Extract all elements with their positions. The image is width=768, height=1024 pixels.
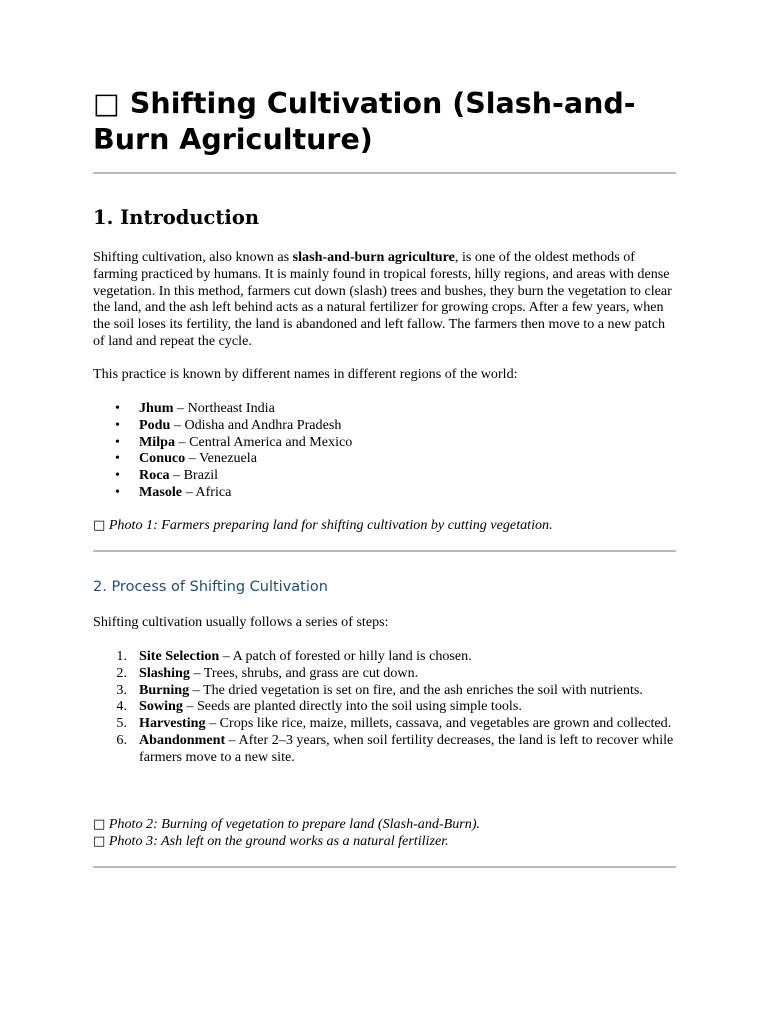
list-item	[93, 648, 676, 665]
photo-2-caption-text: Photo 2: Burning of vegetation to prepare land (Slash-and-Burn).	[108, 816, 481, 832]
list-item	[93, 682, 676, 699]
bullet-marker: •	[115, 400, 120, 416]
list-item	[93, 732, 676, 766]
intro-paragraph	[93, 249, 676, 350]
name-term: Milpa	[139, 433, 176, 450]
list-item	[93, 434, 676, 451]
photo-3-caption	[93, 833, 676, 851]
step-term: Burning	[139, 681, 190, 698]
step-separator: –	[189, 664, 204, 681]
regional-names-list	[93, 400, 676, 501]
name-region: Africa	[195, 483, 232, 500]
step-description: The dried vegetation is set on fire, and the ash enriches the soil with nutrients.	[202, 681, 643, 698]
step-separator: –	[225, 731, 239, 748]
list-item	[93, 467, 676, 484]
photo-placeholder-icon: □	[93, 834, 106, 849]
name-region: Venezuela	[199, 450, 257, 467]
intro-p1-before: Shifting cultivation, also known as	[93, 249, 293, 265]
photo-1-caption-text: Photo 1: Farmers preparing land for shifting cultivation by cutting vegetation.	[108, 517, 553, 533]
step-number: 6.	[116, 731, 127, 748]
process-heading: 2. Process of Shifting Cultivation	[93, 579, 328, 595]
step-description: Crops like rice, maize, millets, cassava, and vegetables are grown and collected.	[219, 715, 672, 732]
intro-p1-after: , is one of the oldest methods of farming practiced by humans. It is mainly found in tropical forests, hilly regions, and areas with dense vegetation. In this method, farmers cut down (slash) trees and bushes, they burn the vegetation to clear the land, and the ash left behind acts as a natural fertilizer for growing crops. After a few years, when the soil loses its fertility, the land is abandoned and left fallow. The farmers then move to a new patch of land and repeat the cycle.	[93, 249, 672, 349]
name-separator: –	[175, 433, 190, 450]
step-number: 2.	[116, 664, 127, 681]
divider	[93, 866, 676, 868]
step-separator: –	[219, 648, 233, 664]
step-description: A patch of forested or hilly land is chosen.	[232, 648, 472, 664]
bullet-marker: •	[115, 483, 120, 500]
intro-p1-bold: slash-and-burn agriculture	[292, 249, 455, 265]
name-region: Northeast India	[187, 400, 275, 416]
title-box-icon: □	[93, 87, 120, 120]
step-term: Slashing	[139, 664, 190, 681]
name-term: Masole	[139, 483, 183, 500]
step-description: Trees, shrubs, and grass are cut down.	[203, 664, 419, 681]
photo-3-caption-text: Photo 3: Ash left on the ground works as a natural fertilizer.	[108, 833, 449, 849]
page-title	[93, 86, 676, 158]
photo-1-caption	[93, 517, 676, 535]
step-number: 1.	[116, 648, 127, 664]
name-region: Brazil	[183, 467, 219, 484]
step-number: 5.	[116, 715, 127, 732]
name-term: Podu	[139, 416, 171, 433]
process-steps-list	[93, 648, 676, 766]
list-item	[93, 400, 676, 417]
step-separator: –	[205, 715, 220, 732]
bullet-marker: •	[115, 433, 120, 450]
list-item	[93, 715, 676, 732]
list-item	[93, 417, 676, 434]
photo-placeholder-icon: □	[93, 518, 106, 533]
list-item	[93, 698, 676, 715]
name-separator: –	[185, 450, 200, 467]
list-item	[93, 484, 676, 501]
step-term: Abandonment	[139, 731, 226, 748]
intro-names-lead: This practice is known by different names in different regions of the world:	[93, 366, 518, 382]
step-description: Seeds are planted directly into the soil using simple tools.	[196, 698, 522, 715]
name-separator: –	[169, 467, 184, 484]
intro-heading: 1. Introduction	[93, 206, 260, 229]
bullet-marker: •	[115, 416, 120, 433]
step-term: Site Selection	[139, 648, 220, 664]
name-region: Central America and Mexico	[189, 433, 353, 450]
name-term: Conuco	[139, 450, 186, 467]
name-term: Roca	[139, 467, 170, 484]
photo-placeholder-icon: □	[93, 817, 106, 832]
step-term: Harvesting	[139, 715, 206, 732]
bullet-marker: •	[115, 450, 120, 467]
name-separator: –	[182, 483, 196, 500]
step-separator: –	[189, 681, 203, 698]
list-item	[93, 665, 676, 682]
process-lead: Shifting cultivation usually follows a series of steps:	[93, 614, 389, 630]
step-number: 4.	[116, 698, 127, 715]
name-separator: –	[173, 400, 188, 416]
name-separator: –	[170, 416, 185, 433]
divider	[93, 172, 676, 174]
list-item	[93, 450, 676, 467]
step-number: 3.	[116, 681, 127, 698]
page-title-text: Shifting Cultivation (Slash-and-Burn Agriculture)	[93, 87, 636, 156]
photo-2-caption	[93, 816, 676, 834]
name-region: Odisha and Andhra Pradesh	[184, 416, 342, 433]
name-term: Jhum	[139, 400, 174, 416]
step-description: After 2–3 years, when soil fertility decreases, the land is left to recover while farmers move to a new site.	[139, 731, 674, 765]
bullet-marker: •	[115, 467, 120, 484]
step-term: Sowing	[139, 698, 183, 715]
step-separator: –	[182, 698, 197, 715]
divider	[93, 550, 676, 552]
